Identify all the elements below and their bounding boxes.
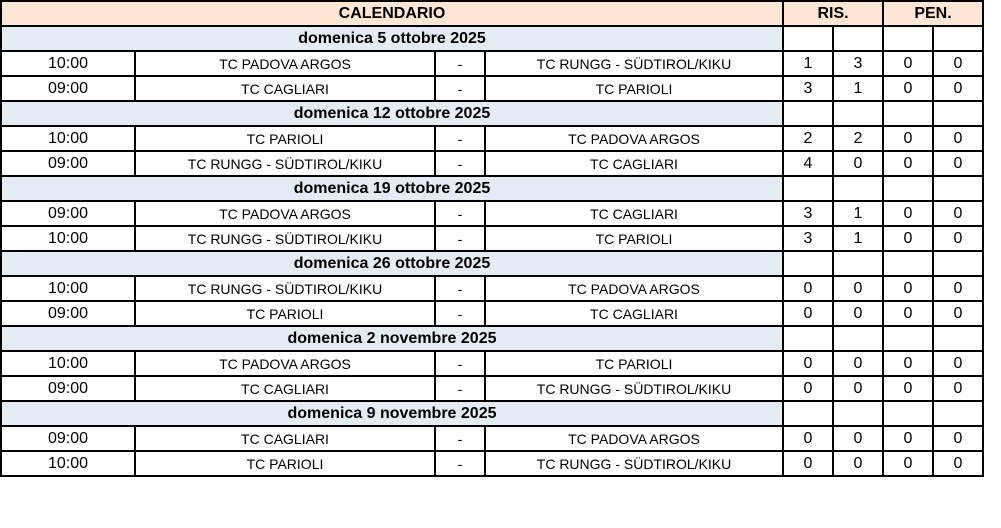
away-penalties: 0 xyxy=(933,276,983,301)
empty-cell xyxy=(883,251,933,276)
round-date-row xyxy=(1,326,983,351)
away-penalties: 0 xyxy=(933,76,983,101)
empty-cell xyxy=(883,26,933,51)
home-score: 0 xyxy=(783,301,833,326)
match-row xyxy=(1,276,983,301)
home-team: TC PADOVA ARGOS xyxy=(135,201,435,226)
home-team: TC CAGLIARI xyxy=(135,376,435,401)
ris-header: RIS. xyxy=(783,1,883,26)
home-score: 1 xyxy=(783,51,833,76)
home-score: 0 xyxy=(783,376,833,401)
match-row xyxy=(1,51,983,76)
empty-cell xyxy=(933,26,983,51)
away-score: 0 xyxy=(833,451,883,476)
away-score: 3 xyxy=(833,51,883,76)
away-penalties: 0 xyxy=(933,51,983,76)
match-separator: - xyxy=(435,151,485,176)
home-penalties: 0 xyxy=(883,76,933,101)
match-row xyxy=(1,76,983,101)
match-separator: - xyxy=(435,51,485,76)
match-time: 09:00 xyxy=(1,151,135,176)
home-team: TC PADOVA ARGOS xyxy=(135,351,435,376)
empty-cell xyxy=(883,176,933,201)
home-team: TC PARIOLI xyxy=(135,301,435,326)
home-penalties: 0 xyxy=(883,226,933,251)
empty-cell xyxy=(933,401,983,426)
match-time: 09:00 xyxy=(1,426,135,451)
away-penalties: 0 xyxy=(933,126,983,151)
away-team: TC PARIOLI xyxy=(485,351,783,376)
away-score: 0 xyxy=(833,301,883,326)
home-penalties: 0 xyxy=(883,451,933,476)
home-score: 3 xyxy=(783,226,833,251)
home-team: TC CAGLIARI xyxy=(135,76,435,101)
empty-cell xyxy=(783,251,833,276)
away-team: TC RUNGG - SÜDTIROL/KIKU xyxy=(485,451,783,476)
match-row xyxy=(1,151,983,176)
empty-cell xyxy=(833,401,883,426)
away-team: TC RUNGG - SÜDTIROL/KIKU xyxy=(485,376,783,401)
away-team: TC PARIOLI xyxy=(485,226,783,251)
match-separator: - xyxy=(435,201,485,226)
home-team: TC RUNGG - SÜDTIROL/KIKU xyxy=(135,226,435,251)
empty-cell xyxy=(933,251,983,276)
away-team: TC PARIOLI xyxy=(485,76,783,101)
match-separator: - xyxy=(435,76,485,101)
match-time: 09:00 xyxy=(1,376,135,401)
round-date-row xyxy=(1,401,983,426)
round-date-row xyxy=(1,26,983,51)
empty-cell xyxy=(833,101,883,126)
away-score: 0 xyxy=(833,376,883,401)
home-penalties: 0 xyxy=(883,151,933,176)
round-date: domenica 26 ottobre 2025 xyxy=(1,251,783,276)
away-team: TC CAGLIARI xyxy=(485,151,783,176)
match-time: 09:00 xyxy=(1,301,135,326)
match-time: 10:00 xyxy=(1,126,135,151)
empty-cell xyxy=(783,101,833,126)
empty-cell xyxy=(833,326,883,351)
match-row xyxy=(1,451,983,476)
match-time: 10:00 xyxy=(1,351,135,376)
empty-cell xyxy=(783,26,833,51)
home-score: 3 xyxy=(783,201,833,226)
match-separator: - xyxy=(435,276,485,301)
home-score: 0 xyxy=(783,276,833,301)
match-row xyxy=(1,126,983,151)
match-separator: - xyxy=(435,451,485,476)
round-date: domenica 2 novembre 2025 xyxy=(1,326,783,351)
home-penalties: 0 xyxy=(883,51,933,76)
calendar-header: CALENDARIO xyxy=(1,1,783,26)
empty-cell xyxy=(783,401,833,426)
away-penalties: 0 xyxy=(933,226,983,251)
home-penalties: 0 xyxy=(883,351,933,376)
home-penalties: 0 xyxy=(883,201,933,226)
away-penalties: 0 xyxy=(933,451,983,476)
home-score: 2 xyxy=(783,126,833,151)
away-score: 1 xyxy=(833,226,883,251)
home-penalties: 0 xyxy=(883,426,933,451)
empty-cell xyxy=(883,326,933,351)
home-score: 0 xyxy=(783,351,833,376)
round-date-row xyxy=(1,101,983,126)
match-separator: - xyxy=(435,376,485,401)
empty-cell xyxy=(933,326,983,351)
empty-cell xyxy=(833,251,883,276)
away-team: TC PADOVA ARGOS xyxy=(485,426,783,451)
away-score: 2 xyxy=(833,126,883,151)
away-team: TC PADOVA ARGOS xyxy=(485,126,783,151)
away-score: 0 xyxy=(833,426,883,451)
empty-cell xyxy=(933,176,983,201)
match-separator: - xyxy=(435,126,485,151)
match-time: 09:00 xyxy=(1,201,135,226)
home-score: 4 xyxy=(783,151,833,176)
match-row xyxy=(1,351,983,376)
empty-cell xyxy=(833,176,883,201)
home-penalties: 0 xyxy=(883,376,933,401)
round-date: domenica 9 novembre 2025 xyxy=(1,401,783,426)
away-score: 0 xyxy=(833,151,883,176)
header-row xyxy=(1,1,983,26)
match-row xyxy=(1,201,983,226)
away-penalties: 0 xyxy=(933,201,983,226)
match-time: 09:00 xyxy=(1,76,135,101)
away-score: 1 xyxy=(833,76,883,101)
away-penalties: 0 xyxy=(933,376,983,401)
away-score: 1 xyxy=(833,201,883,226)
home-team: TC CAGLIARI xyxy=(135,426,435,451)
match-time: 10:00 xyxy=(1,226,135,251)
match-separator: - xyxy=(435,426,485,451)
away-penalties: 0 xyxy=(933,426,983,451)
away-penalties: 0 xyxy=(933,151,983,176)
home-penalties: 0 xyxy=(883,126,933,151)
match-separator: - xyxy=(435,351,485,376)
away-score: 0 xyxy=(833,276,883,301)
match-separator: - xyxy=(435,226,485,251)
away-score: 0 xyxy=(833,351,883,376)
home-team: TC PARIOLI xyxy=(135,126,435,151)
away-team: TC CAGLIARI xyxy=(485,301,783,326)
round-date: domenica 12 ottobre 2025 xyxy=(1,101,783,126)
home-score: 3 xyxy=(783,76,833,101)
home-score: 0 xyxy=(783,451,833,476)
round-date-row xyxy=(1,251,983,276)
home-team: TC PARIOLI xyxy=(135,451,435,476)
empty-cell xyxy=(833,26,883,51)
match-time: 10:00 xyxy=(1,451,135,476)
home-penalties: 0 xyxy=(883,301,933,326)
empty-cell xyxy=(783,176,833,201)
empty-cell xyxy=(783,326,833,351)
empty-cell xyxy=(883,401,933,426)
match-time: 10:00 xyxy=(1,276,135,301)
away-penalties: 0 xyxy=(933,301,983,326)
away-team: TC PADOVA ARGOS xyxy=(485,276,783,301)
match-row xyxy=(1,301,983,326)
home-team: TC RUNGG - SÜDTIROL/KIKU xyxy=(135,151,435,176)
home-team: TC RUNGG - SÜDTIROL/KIKU xyxy=(135,276,435,301)
match-row xyxy=(1,376,983,401)
pen-header: PEN. xyxy=(883,1,983,26)
empty-cell xyxy=(883,101,933,126)
round-date: domenica 5 ottobre 2025 xyxy=(1,26,783,51)
home-team: TC PADOVA ARGOS xyxy=(135,51,435,76)
home-score: 0 xyxy=(783,426,833,451)
match-row xyxy=(1,226,983,251)
match-separator: - xyxy=(435,301,485,326)
home-penalties: 0 xyxy=(883,276,933,301)
away-team: TC RUNGG - SÜDTIROL/KIKU xyxy=(485,51,783,76)
away-penalties: 0 xyxy=(933,351,983,376)
round-date: domenica 19 ottobre 2025 xyxy=(1,176,783,201)
match-row xyxy=(1,426,983,451)
match-time: 10:00 xyxy=(1,51,135,76)
away-team: TC CAGLIARI xyxy=(485,201,783,226)
round-date-row xyxy=(1,176,983,201)
empty-cell xyxy=(933,101,983,126)
